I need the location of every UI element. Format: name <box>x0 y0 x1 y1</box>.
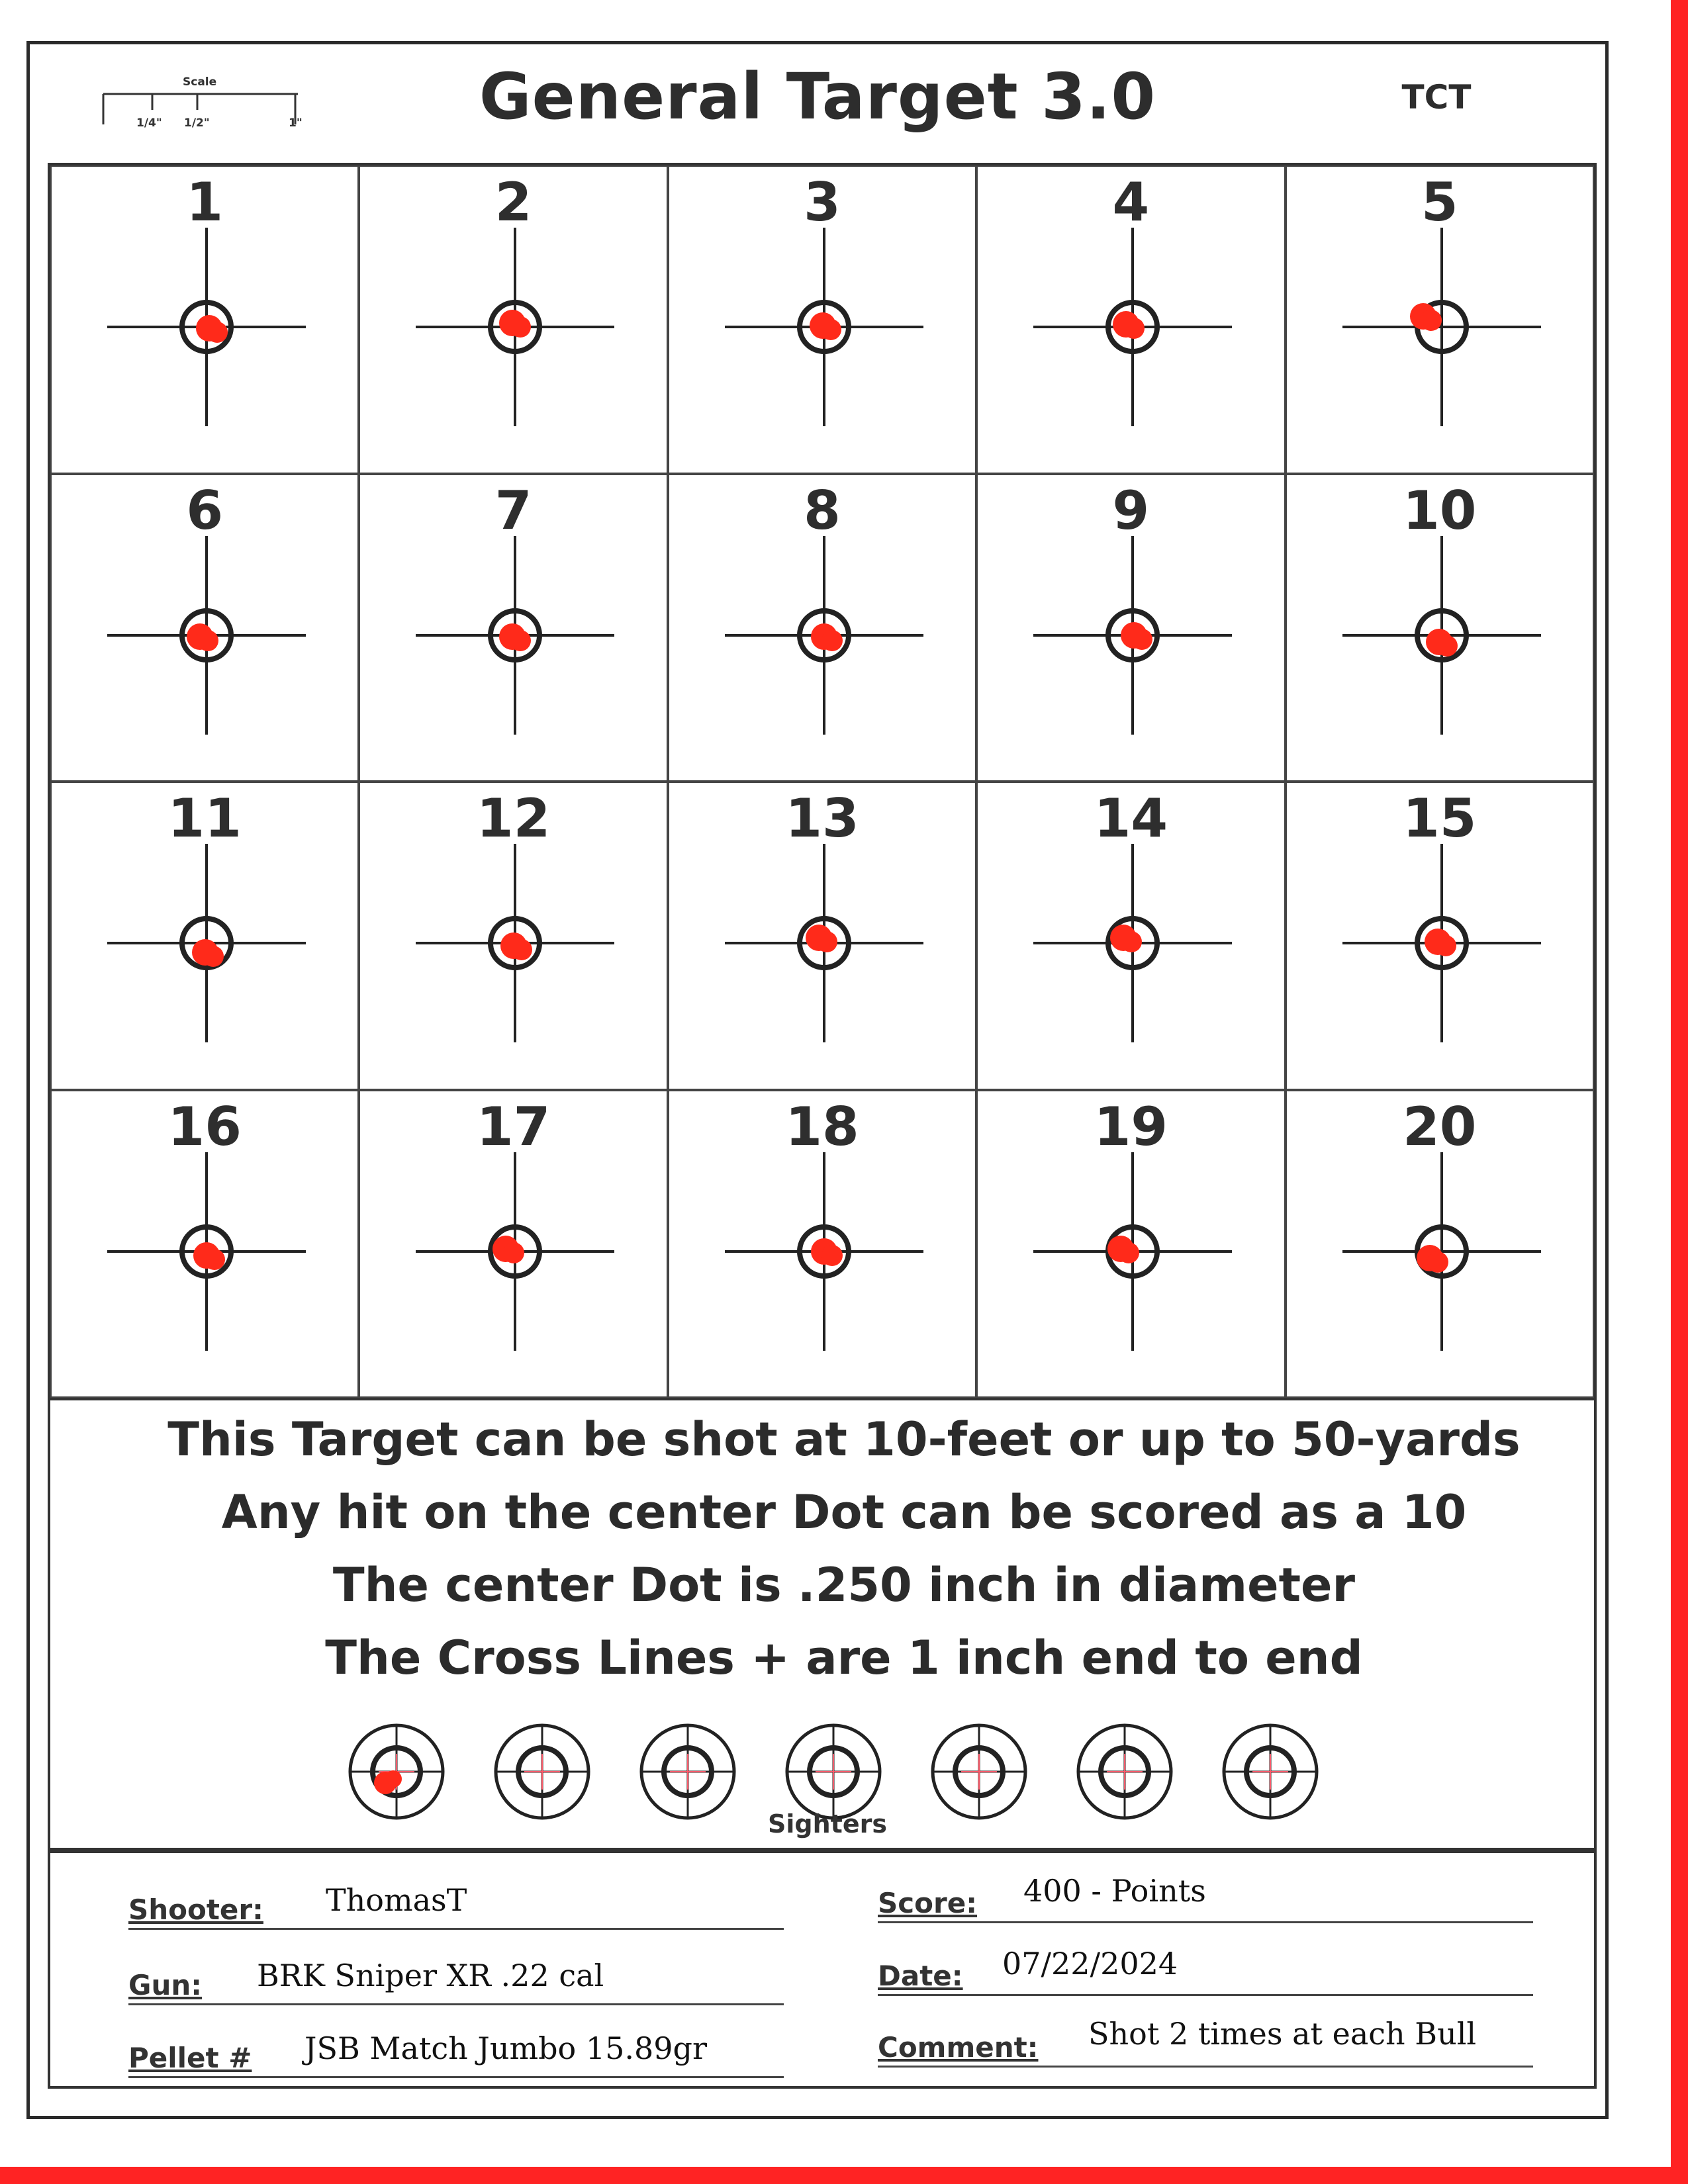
bull-number: 4 <box>1112 171 1150 233</box>
bull-cell <box>359 165 667 474</box>
bull-number: 14 <box>1094 788 1168 849</box>
instruction-line-1: This Target can be shot at 10-feet or up to 50-yards <box>167 1412 1521 1467</box>
pellet-hit <box>1427 1251 1448 1273</box>
bull-cell <box>359 782 667 1090</box>
bull-number: 15 <box>1403 788 1477 849</box>
comment-underline <box>878 2066 1533 2068</box>
pellet-hit <box>1421 310 1442 331</box>
score-underline <box>878 1921 1533 1923</box>
date-underline <box>878 1994 1533 1996</box>
bull-crosshair <box>669 1091 979 1400</box>
bull-cell <box>668 1090 976 1398</box>
pellet-hit <box>203 946 224 967</box>
sighter-target <box>638 1722 737 1821</box>
pellet-hit <box>821 630 843 651</box>
pellet-hit <box>1131 629 1152 650</box>
scale-tick-inch: 1" <box>289 116 303 130</box>
date-value: 07/22/2024 <box>1002 1946 1178 1981</box>
pellet-hit <box>197 630 218 651</box>
pellet-hit <box>816 931 837 952</box>
bull-number: 18 <box>785 1095 859 1158</box>
pellet-label: Pellet # <box>128 2042 252 2074</box>
bull-cell <box>50 474 359 782</box>
pellet-field[interactable] <box>128 2032 784 2078</box>
bull-number: 8 <box>804 479 841 541</box>
bull-grid <box>48 163 1597 1400</box>
bull-cell <box>359 1090 667 1398</box>
bull-cell <box>1286 1090 1594 1398</box>
bull-cell <box>1286 165 1594 474</box>
comment-value: Shot 2 times at each Bull <box>1088 2016 1477 2052</box>
red-page-edge-right <box>1671 0 1688 2184</box>
score-field[interactable] <box>878 1873 1533 1923</box>
bull-crosshair <box>669 167 979 476</box>
pellet-hit <box>1123 318 1145 339</box>
brand-mark: TCT <box>1401 78 1472 116</box>
scale-label: Scale <box>183 75 217 89</box>
bull-crosshair <box>52 475 361 784</box>
sighter-target <box>1075 1722 1174 1821</box>
shooter-value: ThomasT <box>326 1882 467 1918</box>
score-value: 400 - Points <box>1023 1873 1206 1909</box>
bull-crosshair <box>978 1091 1288 1400</box>
bull-crosshair <box>1287 167 1597 476</box>
bull-number: 7 <box>494 479 532 541</box>
gun-underline <box>128 2003 784 2005</box>
bull-crosshair <box>978 475 1288 784</box>
pellet-hit <box>1121 931 1142 952</box>
bull-cell <box>976 782 1285 1090</box>
date-label: Date: <box>878 1960 963 1992</box>
bull-crosshair <box>360 1091 670 1400</box>
pellet-hit <box>207 322 228 343</box>
bull-number: 5 <box>1421 171 1458 233</box>
bull-cell <box>976 474 1285 782</box>
pellet-hit <box>510 630 531 651</box>
comment-label: Comment: <box>878 2031 1039 2064</box>
pellet-hit <box>503 1242 524 1263</box>
bull-crosshair <box>360 167 670 476</box>
red-page-edge-bottom <box>0 2167 1688 2184</box>
bull-cell <box>668 165 976 474</box>
bull-crosshair <box>978 783 1288 1092</box>
bull-crosshair <box>360 475 670 784</box>
sighter-target <box>784 1722 883 1821</box>
bull-cell <box>976 165 1285 474</box>
comment-field[interactable] <box>878 2016 1533 2068</box>
pellet-hit <box>821 1245 843 1266</box>
bull-number: 2 <box>494 171 532 233</box>
bull-cell <box>50 165 359 474</box>
instruction-line-3: The center Dot is .250 inch in diameter <box>332 1558 1356 1612</box>
instruction-line-4: The Cross Lines + are 1 inch end to end <box>325 1631 1363 1685</box>
bull-crosshair <box>978 167 1288 476</box>
date-field[interactable] <box>878 1946 1533 1996</box>
shooter-field[interactable] <box>128 1884 784 1930</box>
bull-crosshair <box>1287 475 1597 784</box>
bull-cell <box>1286 782 1594 1090</box>
bull-number: 12 <box>476 788 551 849</box>
scale-ruler <box>99 71 311 131</box>
bull-crosshair <box>669 475 979 784</box>
bull-number: 6 <box>186 479 224 541</box>
page-title: General Target 3.0 <box>479 60 1156 134</box>
bull-cell <box>976 1090 1285 1398</box>
sighter-target <box>492 1722 592 1821</box>
scale-tick-half: 1/2" <box>184 116 210 130</box>
sighter-target <box>1221 1722 1320 1821</box>
pellet-hit <box>1118 1242 1139 1263</box>
sighter-target <box>347 1722 446 1821</box>
bull-number: 1 <box>186 171 224 233</box>
bull-crosshair <box>52 167 361 476</box>
pellet-hit <box>820 319 841 340</box>
bull-number: 3 <box>804 171 841 233</box>
bull-number: 11 <box>167 788 242 849</box>
pellet-underline <box>128 2076 784 2078</box>
sighter-hit <box>385 1770 402 1788</box>
gun-field[interactable] <box>128 1959 784 2005</box>
bull-cell <box>50 1090 359 1398</box>
shooter-underline <box>128 1928 784 1930</box>
pellet-hit <box>510 316 531 338</box>
bull-crosshair <box>52 783 361 1092</box>
shooter-label: Shooter: <box>128 1893 263 1926</box>
bull-cell <box>50 782 359 1090</box>
pellet-hit <box>1436 635 1458 657</box>
bull-cell <box>359 474 667 782</box>
bull-crosshair <box>52 1091 361 1400</box>
bull-number: 10 <box>1403 479 1477 541</box>
bull-cell <box>668 474 976 782</box>
sighter-target <box>929 1722 1029 1821</box>
bull-number: 13 <box>785 788 859 849</box>
pellet-hit <box>511 939 532 960</box>
bull-number: 19 <box>1094 1095 1168 1158</box>
bull-crosshair <box>360 783 670 1092</box>
bull-number: 17 <box>476 1095 551 1158</box>
score-label: Score: <box>878 1887 977 1919</box>
bull-number: 9 <box>1112 479 1150 541</box>
gun-label: Gun: <box>128 1969 203 2001</box>
gun-value: BRK Sniper XR .22 cal <box>257 1958 604 1993</box>
bull-cell <box>1286 474 1594 782</box>
bull-number: 16 <box>167 1095 242 1158</box>
pellet-hit <box>1435 935 1456 956</box>
bull-crosshair <box>1287 783 1597 1092</box>
sighters-label: Sighters <box>768 1809 887 1839</box>
pellet-value: JSB Match Jumbo 15.89gr <box>305 2030 707 2066</box>
bull-crosshair <box>1287 1091 1597 1400</box>
bull-crosshair <box>669 783 979 1092</box>
pellet-hit <box>204 1249 225 1270</box>
instruction-line-2: Any hit on the center Dot can be scored as a 10 <box>221 1485 1467 1539</box>
bull-cell <box>668 782 976 1090</box>
bull-number: 20 <box>1403 1095 1477 1158</box>
scale-tick-quarter: 1/4" <box>136 116 162 130</box>
